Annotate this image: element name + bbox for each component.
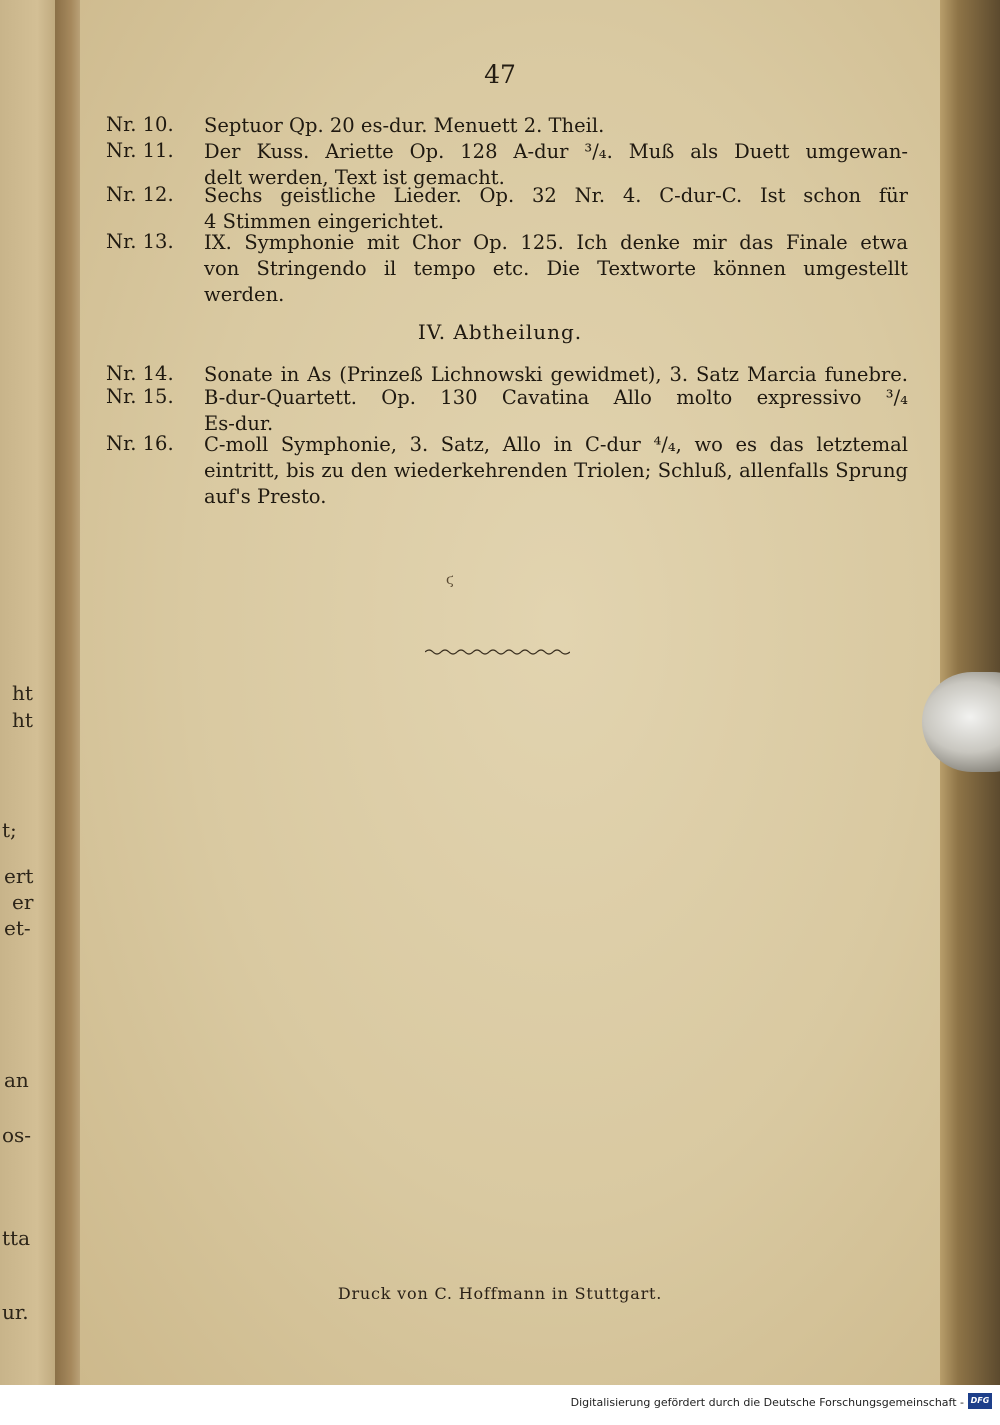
stray-ink-mark: ϛ	[446, 572, 454, 588]
printer-imprint: Druck von C. Hoffmann in Stuttgart.	[337, 1284, 663, 1303]
dfg-logo: DFG	[968, 1393, 992, 1409]
entry-line: Sechs geistliche Lieder. Op. 32 Nr. 4. C-dur-C. Ist schon für	[204, 184, 908, 207]
previous-page-fragment: et-	[4, 916, 31, 940]
wavy-divider	[425, 646, 570, 658]
previous-page-fragment: an	[4, 1068, 29, 1092]
entry-line: delt werden, Text ist gemacht.	[204, 166, 505, 189]
entry-number: Nr. 15.	[106, 385, 174, 408]
section-heading: IV. Abtheilung.	[417, 320, 583, 344]
entry-number: Nr. 14.	[106, 362, 174, 385]
previous-page-fragment: ht	[12, 708, 33, 732]
previous-page-fragment: os-	[2, 1123, 32, 1147]
entry-line: C-moll Symphonie, 3. Satz, Allo in C-dur ⁴/₄, wo es das letztemal	[204, 433, 908, 456]
entry-line: IX. Symphonie mit Chor Op. 125. Ich denke mir das Finale etwa	[204, 231, 908, 254]
entry-number: Nr. 16.	[106, 432, 174, 455]
previous-page-fragment: ur.	[2, 1300, 29, 1324]
entry-number: Nr. 11.	[106, 139, 174, 162]
entry-number: Nr. 12.	[106, 183, 174, 206]
entry-nr-12	[106, 183, 908, 235]
entry-nr-16	[106, 432, 908, 510]
entry-line: Sonate in As (Prinzeß Lichnowski gewidmet), 3. Satz Marcia funebre.	[204, 363, 908, 386]
entry-line: werden.	[204, 283, 285, 306]
entry-line: eintritt, bis zu den wiederkehrenden Triolen; Schluß, allenfalls Sprung	[204, 459, 908, 482]
page-number: 47	[484, 60, 516, 89]
entry-line: Der Kuss. Ariette Op. 128 A-dur ³/₄. Muß als Duett umgewan-	[204, 140, 908, 163]
entry-nr-10	[106, 113, 908, 139]
funding-credit: Digitalisierung gefördert durch die Deutsche Forschungsgemeinschaft -	[570, 1396, 964, 1409]
previous-page-fragment: er	[12, 890, 34, 914]
previous-page-fragment: tta	[2, 1226, 30, 1250]
entry-number: Nr. 13.	[106, 230, 174, 253]
entry-nr-13	[106, 230, 908, 308]
entry-line: Septuor Qp. 20 es-dur. Menuett 2. Theil.	[204, 114, 605, 137]
entry-line: Es-dur.	[204, 412, 274, 435]
entry-line: B-dur-Quartett. Op. 130 Cavatina Allo molto expressivo ³/₄	[204, 386, 908, 409]
entry-line: von Stringendo il tempo etc. Die Textworte können umgestellt	[204, 257, 908, 280]
previous-page-fragment: ht	[12, 681, 33, 705]
entry-nr-15	[106, 385, 908, 437]
previous-page-fragment: t;	[2, 818, 17, 842]
entry-number: Nr. 10.	[106, 113, 174, 136]
entry-line: auf's Presto.	[204, 485, 327, 508]
previous-page-fragment: ert	[4, 864, 34, 888]
entry-line: 4 Stimmen eingerichtet.	[204, 210, 445, 233]
